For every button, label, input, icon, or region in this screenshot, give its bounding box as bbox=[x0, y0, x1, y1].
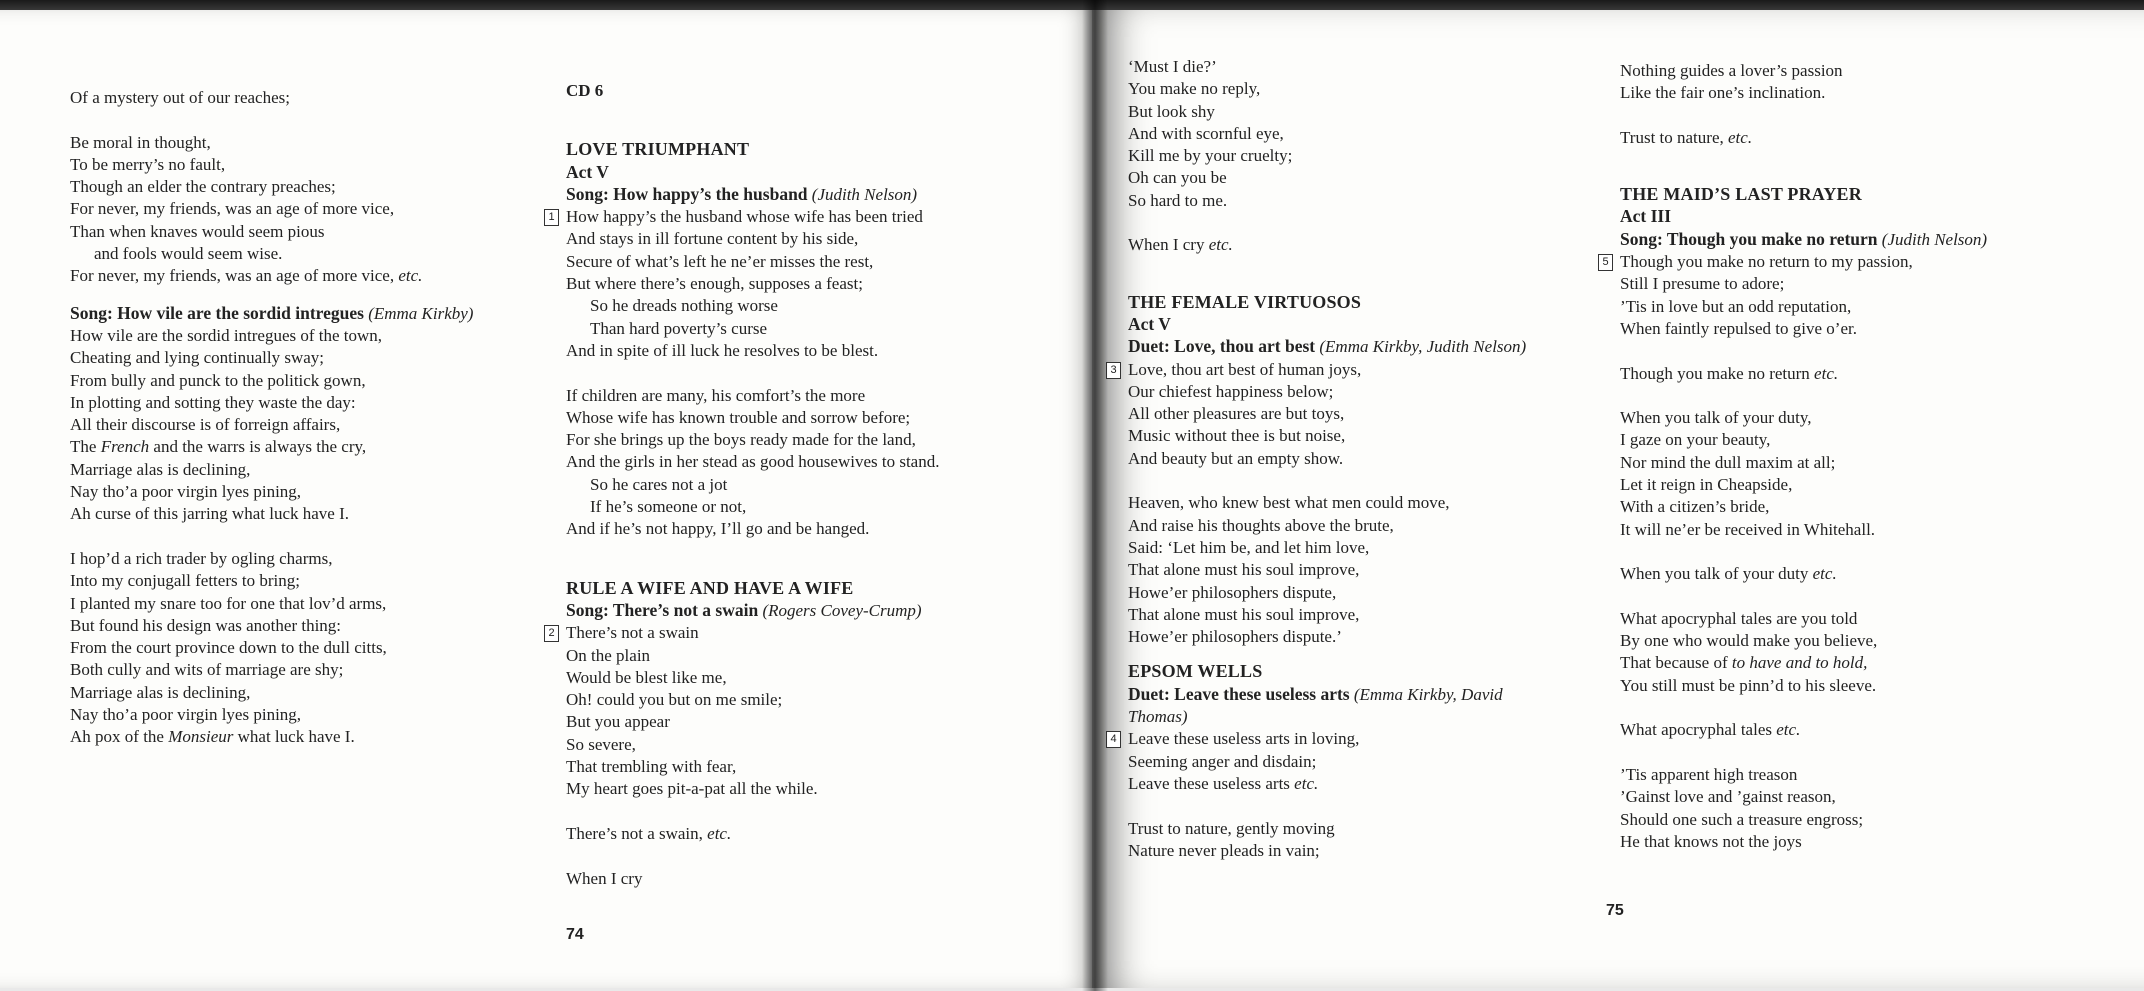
verse-line: Nay tho’a poor virgin lyes pining, bbox=[70, 482, 302, 502]
verse-line bbox=[1128, 773, 1526, 795]
verse-line: And with scornful eye, bbox=[1128, 123, 1284, 143]
verse-italic: Monsieur bbox=[168, 727, 234, 747]
verse-line: When you talk of your duty, bbox=[1620, 408, 1812, 428]
left-page bbox=[0, 10, 1092, 988]
page-number: 74 bbox=[566, 926, 584, 943]
verse-line: And in spite of ill luck he resolves to be blest. bbox=[566, 340, 879, 360]
left-column bbox=[70, 87, 473, 749]
verse-line: Would be blest like me, bbox=[566, 667, 727, 687]
verse-line: But found his design was another thing: bbox=[70, 615, 342, 635]
verse-italic: to have and to hold, bbox=[1731, 653, 1868, 673]
verse-line: ’Gainst love and ’gainst reason, bbox=[1620, 787, 1836, 807]
cd-label: CD 6 bbox=[566, 81, 604, 100]
verse-line: From the court province down to the dull citts, bbox=[70, 638, 387, 658]
track-number-box: 1 bbox=[544, 209, 559, 226]
verse-line: Cheating and lying continually sway; bbox=[70, 348, 325, 368]
verse-line: And raise his thoughts above the brute, bbox=[1128, 515, 1394, 535]
verse-line: So he cares not a jot bbox=[590, 474, 728, 494]
verse-line: On the plain bbox=[566, 645, 651, 665]
etc-marker: etc. bbox=[1776, 720, 1801, 740]
etc-marker: etc. bbox=[398, 266, 423, 286]
verse-text: Though you make no return to my passion, bbox=[1620, 252, 1913, 272]
verse-line: ’Tis apparent high treason bbox=[1620, 764, 1798, 784]
verse-line: Nay tho’a poor virgin lyes pining, bbox=[70, 705, 302, 725]
verse-line: ‘Must I die?’ bbox=[1128, 57, 1217, 76]
verse-line bbox=[1128, 234, 1526, 256]
verse-line bbox=[1620, 363, 1987, 385]
verse-line: To be merry’s no fault, bbox=[70, 154, 226, 174]
verse-line: What apocryphal tales are you told bbox=[1620, 608, 1858, 628]
etc-marker: etc. bbox=[1294, 773, 1319, 793]
verse-text: When I cry bbox=[1128, 235, 1205, 255]
verse-line: With a citizen’s bride, bbox=[1620, 497, 1770, 517]
verse-line: Heaven, who knew best what men could move, bbox=[1128, 493, 1450, 513]
verse-line: Of a mystery out of our reaches; bbox=[70, 88, 290, 107]
verse-line: Oh! could you but on me smile; bbox=[566, 690, 783, 710]
work-title: EPSOM WELLS bbox=[1128, 661, 1263, 682]
song-title: Song: How happy’s the husband bbox=[566, 183, 808, 204]
etc-marker: etc. bbox=[1812, 564, 1837, 584]
song-title: Duet: Love, thou art best bbox=[1128, 336, 1316, 357]
verse-line: How vile are the sordid intregues of the town, bbox=[70, 325, 383, 345]
song-title: Song: There’s not a swain bbox=[566, 599, 759, 620]
verse-line: So hard to me. bbox=[1128, 190, 1228, 210]
verse-text: That because of bbox=[1620, 653, 1728, 673]
verse-line: and fools would seem wise. bbox=[94, 244, 283, 264]
verse-line: All other pleasures are but toys, bbox=[1128, 404, 1345, 424]
verse-line: Kill me by your cruelty; bbox=[1128, 146, 1293, 166]
right-page bbox=[1092, 10, 2144, 988]
etc-marker: etc. bbox=[1208, 235, 1233, 255]
verse-line: My heart goes pit-a-pat all the while. bbox=[566, 779, 818, 799]
verse-line bbox=[1620, 652, 1987, 674]
verse-text: and the warrs is always the cry, bbox=[153, 437, 367, 457]
verse-line bbox=[1620, 719, 1987, 741]
track-number-box: 4 bbox=[1106, 731, 1121, 748]
performer: (Emma Kirkby, Judith Nelson) bbox=[1319, 337, 1527, 357]
verse-line bbox=[1602, 251, 1987, 273]
etc-marker: etc. bbox=[1728, 127, 1753, 147]
verse-text: How happy’s the husband whose wife has been tried bbox=[566, 207, 923, 227]
verse-text: For never, my friends, was an age of more vice, bbox=[70, 266, 395, 286]
track-number-box: 2 bbox=[544, 625, 559, 642]
verse-text: Though you make no return bbox=[1620, 363, 1810, 383]
act-label: Act III bbox=[1620, 206, 1672, 227]
verse-line: And beauty but an empty show. bbox=[1128, 448, 1344, 468]
verse-text: What apocryphal tales bbox=[1620, 720, 1772, 740]
verse-line bbox=[548, 622, 939, 644]
verse-line: That trembling with fear, bbox=[566, 757, 737, 777]
verse-line: All their discourse is of forreign affairs, bbox=[70, 415, 341, 435]
verse-line: But where there’s enough, supposes a feast; bbox=[566, 274, 863, 294]
track-number-box: 3 bbox=[1106, 362, 1121, 379]
verse-line: Should one such a treasure engross; bbox=[1620, 809, 1864, 829]
verse-text: When you talk of your duty bbox=[1620, 564, 1809, 584]
act-label: Act V bbox=[1128, 313, 1171, 334]
verse-line: Trust to nature, gently moving bbox=[1128, 818, 1335, 838]
song-heading bbox=[1128, 683, 1526, 706]
verse-line: ’Tis in love but an odd reputation, bbox=[1620, 296, 1852, 316]
verse-line: But look shy bbox=[1128, 101, 1215, 121]
work-title: LOVE TRIUMPHANT bbox=[566, 139, 750, 160]
verse-line: And stays in ill fortune content by his side, bbox=[566, 229, 859, 249]
verse-text: There’s not a swain bbox=[566, 623, 699, 643]
song-heading bbox=[70, 302, 473, 325]
verse-line: Seeming anger and disdain; bbox=[1128, 751, 1317, 771]
verse-line bbox=[1620, 127, 1987, 149]
performer: (Judith Nelson) bbox=[811, 184, 918, 204]
verse-line bbox=[548, 206, 939, 228]
verse-line: Ah curse of this jarring what luck have I. bbox=[70, 504, 349, 524]
verse-line: Like the fair one’s inclination. bbox=[1620, 83, 1826, 103]
verse-line: Be moral in thought, bbox=[70, 132, 211, 152]
verse-text: Love, thou art best of human joys, bbox=[1128, 359, 1362, 379]
verse-line: Though an elder the contrary preaches; bbox=[70, 177, 336, 197]
verse-line: Music without thee is but noise, bbox=[1128, 426, 1346, 446]
work-title: THE FEMALE VIRTUOSOS bbox=[1128, 291, 1362, 312]
right-column bbox=[1602, 60, 1988, 853]
book-spine-shadow bbox=[1082, 0, 1108, 991]
verse-line: If he’s someone or not, bbox=[590, 497, 747, 517]
verse-line: Nor mind the dull maxim at all; bbox=[1620, 452, 1836, 472]
verse-line: Than when knaves would seem pious bbox=[70, 221, 325, 241]
verse-line: So he dreads nothing worse bbox=[590, 296, 778, 316]
verse-line: Howe’er philosophers dispute, bbox=[1128, 582, 1337, 602]
verse-line: Into my conjugall fetters to bring; bbox=[70, 571, 300, 591]
verse-line: But you appear bbox=[566, 712, 670, 732]
verse-line: From bully and punck to the politick gown, bbox=[70, 370, 366, 390]
verse-line: Said: ‘Let him be, and let him love, bbox=[1128, 537, 1370, 557]
verse-line: Than hard poverty’s curse bbox=[590, 318, 768, 338]
verse-line: When faintly repulsed to give o’er. bbox=[1620, 318, 1857, 338]
verse-line: And if he’s not happy, I’ll go and be hanged. bbox=[566, 519, 870, 539]
verse-line: Whose wife has known trouble and sorrow before; bbox=[566, 407, 911, 427]
verse-line bbox=[1620, 563, 1987, 585]
verse-line bbox=[1110, 359, 1526, 381]
song-heading bbox=[1128, 335, 1526, 358]
verse-line: Nothing guides a lover’s passion bbox=[1620, 61, 1843, 80]
verse-text: There’s not a swain, bbox=[566, 823, 703, 843]
verse-line bbox=[70, 726, 473, 748]
song-title: Duet: Leave these useless arts bbox=[1128, 683, 1350, 704]
verse-line: Secure of what’s left he ne’er misses the rest, bbox=[566, 251, 874, 271]
verse-line bbox=[1110, 728, 1526, 750]
etc-marker: etc. bbox=[707, 823, 732, 843]
song-title: Song: How vile are the sordid intregues bbox=[70, 302, 364, 323]
verse-text: what luck have I. bbox=[237, 727, 355, 747]
verse-line: For never, my friends, was an age of more vice, bbox=[70, 199, 395, 219]
verse-text: Ah pox of the bbox=[70, 727, 164, 747]
verse-line: Our chiefest happiness below; bbox=[1128, 381, 1334, 401]
verse-line bbox=[70, 265, 473, 287]
right-column bbox=[548, 80, 940, 890]
verse-text: The bbox=[70, 437, 97, 457]
song-title: Song: Though you make no return bbox=[1620, 228, 1878, 249]
verse-line: Still I presume to adore; bbox=[1620, 274, 1785, 294]
verse-line: So severe, bbox=[566, 734, 636, 754]
song-heading bbox=[1620, 228, 1987, 251]
performer: (Emma Kirkby, David bbox=[1353, 684, 1503, 704]
verse-line: By one who would make you believe, bbox=[1620, 631, 1878, 651]
verse-text: Trust to nature, bbox=[1620, 127, 1724, 147]
verse-line: For she brings up the boys ready made for the land, bbox=[566, 430, 916, 450]
work-title: THE MAID’S LAST PRAYER bbox=[1620, 184, 1862, 205]
track-number-box: 5 bbox=[1598, 254, 1613, 271]
performer: (Emma Kirkby) bbox=[368, 303, 474, 323]
verse-line: He that knows not the joys bbox=[1620, 831, 1802, 851]
performer: (Judith Nelson) bbox=[1881, 229, 1988, 249]
song-heading bbox=[566, 599, 939, 622]
verse-line: That alone must his soul improve, bbox=[1128, 604, 1360, 624]
verse-line: I planted my snare too for one that lov’d arms, bbox=[70, 593, 387, 613]
verse-line: Howe’er philosophers dispute.’ bbox=[1128, 627, 1342, 647]
verse-line: I gaze on your beauty, bbox=[1620, 430, 1771, 450]
performer: (Rogers Covey-Crump) bbox=[762, 600, 922, 620]
verse-text: Leave these useless arts in loving, bbox=[1128, 729, 1360, 749]
performer: Thomas) bbox=[1128, 707, 1188, 727]
song-heading bbox=[566, 183, 939, 206]
verse-line bbox=[566, 823, 939, 845]
verse-text: Leave these useless arts bbox=[1128, 773, 1290, 793]
verse-line: If children are many, his comfort’s the more bbox=[566, 385, 866, 405]
verse-line: You still must be pinn’d to his sleeve. bbox=[1620, 675, 1877, 695]
verse-line: Marriage alas is declining, bbox=[70, 682, 251, 702]
verse-line bbox=[70, 436, 473, 458]
verse-line: And the girls in her stead as good housewives to stand. bbox=[566, 452, 940, 472]
work-title: RULE A WIFE AND HAVE A WIFE bbox=[566, 577, 854, 598]
verse-line: Nature never pleads in vain; bbox=[1128, 840, 1320, 860]
verse-line: That alone must his soul improve, bbox=[1128, 560, 1360, 580]
verse-line: Oh can you be bbox=[1128, 168, 1227, 188]
verse-line: Let it reign in Cheapside, bbox=[1620, 475, 1793, 495]
act-label: Act V bbox=[566, 161, 609, 182]
verse-line: In plotting and sotting they waste the day: bbox=[70, 392, 356, 412]
verse-line: I hop’d a rich trader by ogling charms, bbox=[70, 548, 333, 568]
verse-line: You make no reply, bbox=[1128, 79, 1261, 99]
verse-line: Both cully and wits of marriage are shy; bbox=[70, 660, 344, 680]
etc-marker: etc. bbox=[1814, 363, 1839, 383]
page-number: 75 bbox=[1606, 902, 1624, 919]
verse-italic: French bbox=[100, 437, 150, 457]
verse-line: It will ne’er be received in Whitehall. bbox=[1620, 519, 1876, 539]
verse-line: Marriage alas is declining, bbox=[70, 459, 251, 479]
verse-line: When I cry bbox=[566, 868, 643, 888]
left-column bbox=[1110, 56, 1527, 862]
